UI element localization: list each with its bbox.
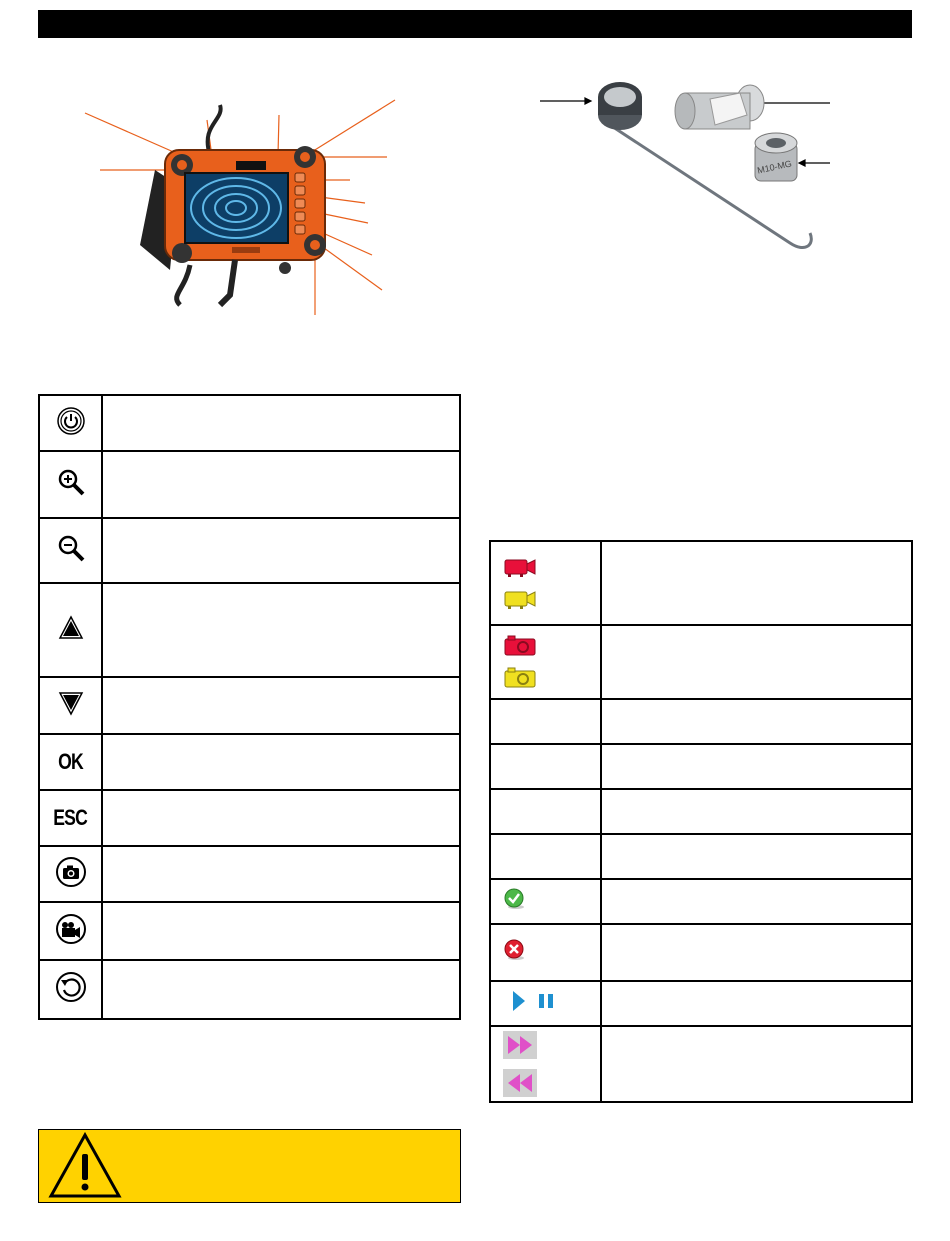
fast-forward-icon (503, 1031, 537, 1059)
video-yellow-icon (503, 588, 537, 610)
icon-cell (39, 846, 102, 902)
table-row (490, 744, 912, 789)
error-x-icon (503, 938, 527, 962)
row-description (102, 902, 460, 960)
row-description (601, 924, 912, 981)
row-description (601, 699, 912, 744)
row-description (601, 541, 912, 625)
row-description (102, 583, 460, 677)
borescope-device-image (60, 95, 400, 320)
row-description (102, 518, 460, 583)
power-icon (56, 406, 86, 436)
adapter-label: M10-MG (756, 158, 793, 176)
down-triangle-icon (58, 690, 84, 716)
table-row (490, 879, 912, 924)
icon-cell (490, 744, 601, 789)
icon-cell (490, 981, 601, 1026)
indicator-table (489, 540, 913, 1103)
table-row (490, 1026, 912, 1102)
accessories-illustration (535, 75, 835, 265)
icon-cell (490, 834, 601, 879)
video-icon (55, 913, 87, 945)
table-row (39, 734, 460, 790)
device-illustration (60, 95, 400, 320)
table-row (490, 625, 912, 699)
icon-cell (490, 789, 601, 834)
icon-cell (490, 924, 601, 981)
icon-cell (39, 451, 102, 518)
icon-cell (39, 677, 102, 734)
icon-cell (39, 734, 102, 790)
table-row (39, 846, 460, 902)
accessories-image (535, 75, 835, 265)
table-row (490, 981, 912, 1026)
row-description (102, 960, 460, 1019)
table-row (39, 960, 460, 1019)
icon-cell (39, 960, 102, 1019)
pause-icon (539, 994, 544, 1008)
table-row (39, 518, 460, 583)
row-description (601, 1026, 912, 1102)
play-icon (513, 991, 525, 1011)
photo-red-icon (503, 635, 537, 657)
icon-cell (490, 625, 601, 699)
table-row (39, 451, 460, 518)
camera-icon (55, 856, 87, 888)
row-description (102, 395, 460, 451)
video-red-icon (503, 556, 537, 578)
row-description (102, 734, 460, 790)
row-description (601, 744, 912, 789)
rotate-icon (55, 971, 87, 1003)
icon-cell (39, 902, 102, 960)
row-description (601, 625, 912, 699)
icon-cell (39, 518, 102, 583)
table-row (39, 902, 460, 960)
icon-cell (39, 583, 102, 677)
row-description (102, 790, 460, 846)
up-triangle-icon (58, 615, 84, 641)
icon-cell (490, 541, 601, 625)
row-description (102, 677, 460, 734)
table-row (490, 789, 912, 834)
rewind-icon (503, 1069, 537, 1097)
table-row (490, 541, 912, 625)
row-description (601, 789, 912, 834)
icon-cell (39, 395, 102, 451)
row-description (102, 451, 460, 518)
row-description (601, 879, 912, 924)
table-row (490, 699, 912, 744)
zoom-in-icon (56, 467, 86, 497)
warning-triangle-icon (47, 1132, 123, 1200)
table-row (490, 924, 912, 981)
ok-icon: OK (58, 749, 83, 774)
zoom-out-icon (56, 533, 86, 563)
esc-icon: ESC (53, 805, 88, 830)
row-description (102, 846, 460, 902)
row-description (601, 981, 912, 1026)
photo-yellow-icon (503, 667, 537, 689)
table-row (39, 583, 460, 677)
icon-cell (490, 699, 601, 744)
icon-cell (490, 1026, 601, 1102)
warning-box (38, 1129, 461, 1203)
row-description (601, 834, 912, 879)
button-function-table (38, 394, 461, 1020)
table-row (490, 834, 912, 879)
play-pause-icons (503, 989, 563, 1013)
table-row (39, 790, 460, 846)
check-icon (503, 887, 527, 911)
header-bar (38, 10, 912, 38)
icon-cell (39, 790, 102, 846)
table-row (39, 677, 460, 734)
icon-cell (490, 879, 601, 924)
table-row (39, 395, 460, 451)
